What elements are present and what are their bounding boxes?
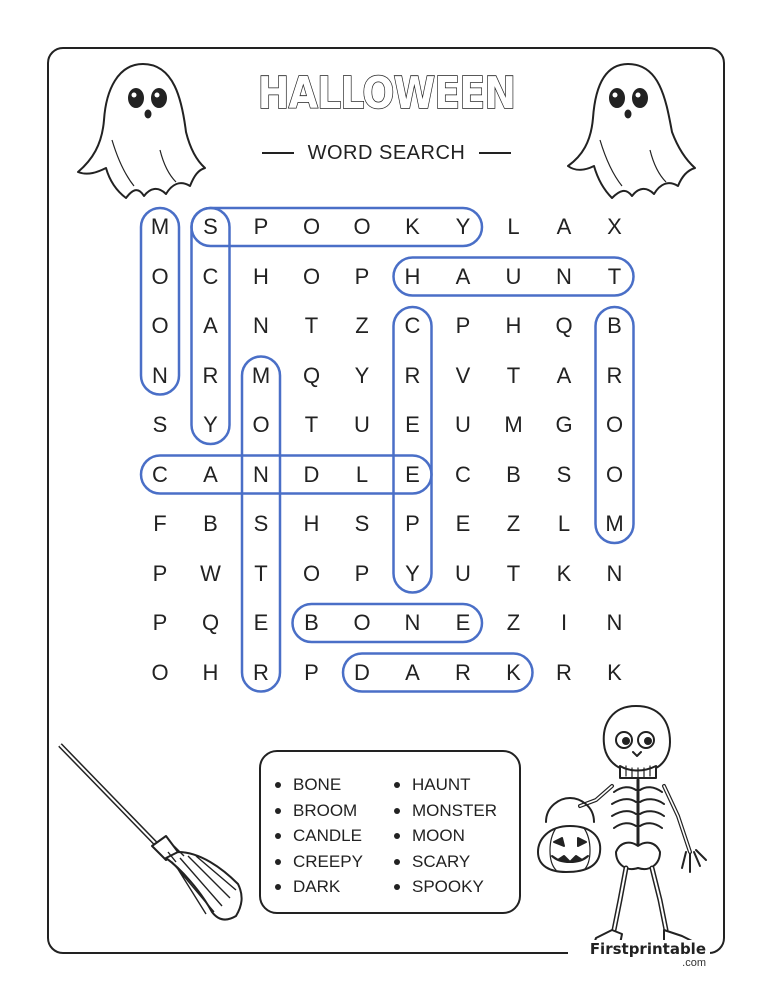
word-list-column-2	[392, 772, 497, 900]
grid-letter: B	[304, 610, 319, 635]
grid-letter: N	[253, 461, 269, 487]
grid-letter: P	[405, 511, 420, 536]
grid-letter: E	[253, 610, 269, 635]
brand-name: Firstprintable	[589, 940, 706, 958]
grid-letter: N	[404, 610, 421, 635]
grid-letter: E	[405, 461, 420, 487]
grid-letter: S	[253, 511, 269, 536]
grid-letter: Z	[355, 313, 369, 338]
word-list-item: MONSTER	[392, 798, 497, 824]
grid-letter: K	[556, 560, 572, 586]
grid-letter: E	[455, 610, 471, 635]
grid-letter: U	[455, 560, 471, 586]
grid-letter: L	[507, 214, 520, 239]
grid-letter: R	[455, 659, 471, 685]
grid-letter: R	[202, 362, 219, 388]
grid-letter: O	[605, 412, 624, 437]
grid-letter: P	[152, 560, 168, 586]
word-list-item: SPOOKY	[392, 874, 497, 900]
word-list-item: DARK	[273, 874, 363, 900]
grid-letter: T	[254, 560, 268, 586]
grid-letter: P	[354, 263, 370, 289]
grid-letter: N	[556, 263, 572, 289]
grid-letter: S	[354, 511, 370, 536]
grid-letter: P	[253, 214, 269, 239]
grid-letter: I	[560, 610, 568, 635]
grid-letter: C	[455, 461, 471, 487]
page-subtitle: WORD SEARCH	[307, 141, 466, 164]
grid-letter: H	[303, 511, 320, 536]
grid-letter: F	[153, 511, 167, 536]
grid-letter: A	[556, 362, 572, 388]
grid-letter: H	[253, 263, 269, 289]
grid-letter: T	[506, 560, 521, 586]
grid-letter: O	[302, 560, 321, 586]
grid-letter: N	[253, 313, 269, 338]
grid-letter: T	[304, 313, 319, 338]
grid-letter: S	[152, 412, 168, 437]
grid-letter: A	[203, 461, 218, 487]
word-list-item: MOON	[392, 823, 497, 849]
grid-letter: A	[203, 313, 218, 338]
grid-letter: M	[504, 412, 523, 437]
grid-letter: E	[405, 412, 420, 437]
grid-letter: B	[506, 461, 521, 487]
grid-letter: Q	[302, 362, 321, 388]
grid-letter: O	[151, 313, 169, 338]
grid-letter: P	[304, 659, 319, 685]
grid-letter: B	[607, 313, 622, 338]
grid-letter: K	[506, 659, 521, 685]
grid-letter: A	[556, 214, 572, 239]
grid-letter: R	[253, 659, 269, 685]
grid-letter: T	[506, 362, 521, 388]
grid-letter: G	[555, 412, 573, 437]
grid-letter: L	[557, 511, 571, 536]
grid-letter: B	[203, 511, 218, 536]
word-list-item: CANDLE	[273, 823, 363, 849]
grid-letter: O	[151, 659, 169, 685]
brand-logo	[568, 940, 710, 969]
grid-letter: N	[606, 560, 623, 586]
grid-letter: R	[556, 659, 572, 685]
grid-letter: R	[606, 362, 623, 388]
word-list-item: SCARY	[392, 849, 497, 875]
grid-letter: E	[455, 511, 471, 536]
grid-letter: P	[354, 560, 370, 586]
grid-letter: D	[303, 461, 320, 487]
grid-letter: U	[354, 412, 370, 437]
grid-letter: Y	[405, 560, 420, 586]
grid-letter: X	[607, 214, 622, 239]
grid-letter: U	[455, 412, 471, 437]
grid-letter: Q	[555, 313, 573, 338]
grid-letter: Y	[203, 412, 218, 437]
grid-letter: O	[302, 214, 321, 239]
word-list-column-1	[273, 772, 363, 900]
grid-letter: P	[455, 313, 471, 338]
grid-letter: Z	[506, 610, 521, 635]
grid-letter: S	[556, 461, 572, 487]
grid-letter: N	[606, 610, 623, 635]
grid-letter: M	[605, 511, 624, 536]
page-title: HALLOWEEN	[257, 68, 516, 119]
grid-letter: C	[202, 263, 219, 289]
grid-letter: K	[405, 214, 420, 239]
grid-letter: C	[404, 313, 421, 338]
grid-letter: T	[304, 412, 319, 437]
grid-letter: N	[152, 362, 168, 388]
grid-letter: U	[505, 263, 522, 289]
grid-letter: T	[607, 263, 622, 289]
grid-letter: W	[200, 560, 221, 586]
grid-letter: K	[607, 659, 622, 685]
grid-letter: O	[252, 412, 270, 437]
grid-letter: L	[355, 461, 369, 487]
grid-letter: Q	[201, 610, 220, 635]
grid-letter: D	[354, 659, 370, 685]
grid-letter: S	[203, 214, 218, 239]
grid-letter: O	[302, 263, 321, 289]
word-list-item: HAUNT	[392, 772, 497, 798]
grid-letter: Y	[455, 214, 471, 239]
grid-letter: P	[152, 610, 168, 635]
grid-letter: H	[202, 659, 219, 685]
word-list-item: CREEPY	[273, 849, 363, 875]
grid-letter: O	[353, 214, 371, 239]
grid-letter: A	[405, 659, 420, 685]
grid-letter: Y	[354, 362, 370, 388]
grid-letter: V	[455, 362, 471, 388]
brand-suffix: .com	[682, 957, 706, 969]
grid-letter: H	[505, 313, 522, 338]
grid-letter: H	[404, 263, 421, 289]
grid-letter: R	[404, 362, 421, 388]
word-list-item: BONE	[273, 772, 363, 798]
grid-letter: M	[150, 214, 170, 239]
grid-letter: Z	[506, 511, 521, 536]
grid-letter: O	[151, 263, 169, 289]
grid-letter: O	[353, 610, 371, 635]
grid-letter: C	[152, 461, 168, 487]
grid-letter: O	[605, 461, 624, 487]
grid-letter: M	[251, 362, 271, 388]
word-list-item: BROOM	[273, 798, 363, 824]
word-list-box	[259, 750, 521, 914]
grid-letter: A	[455, 263, 471, 289]
